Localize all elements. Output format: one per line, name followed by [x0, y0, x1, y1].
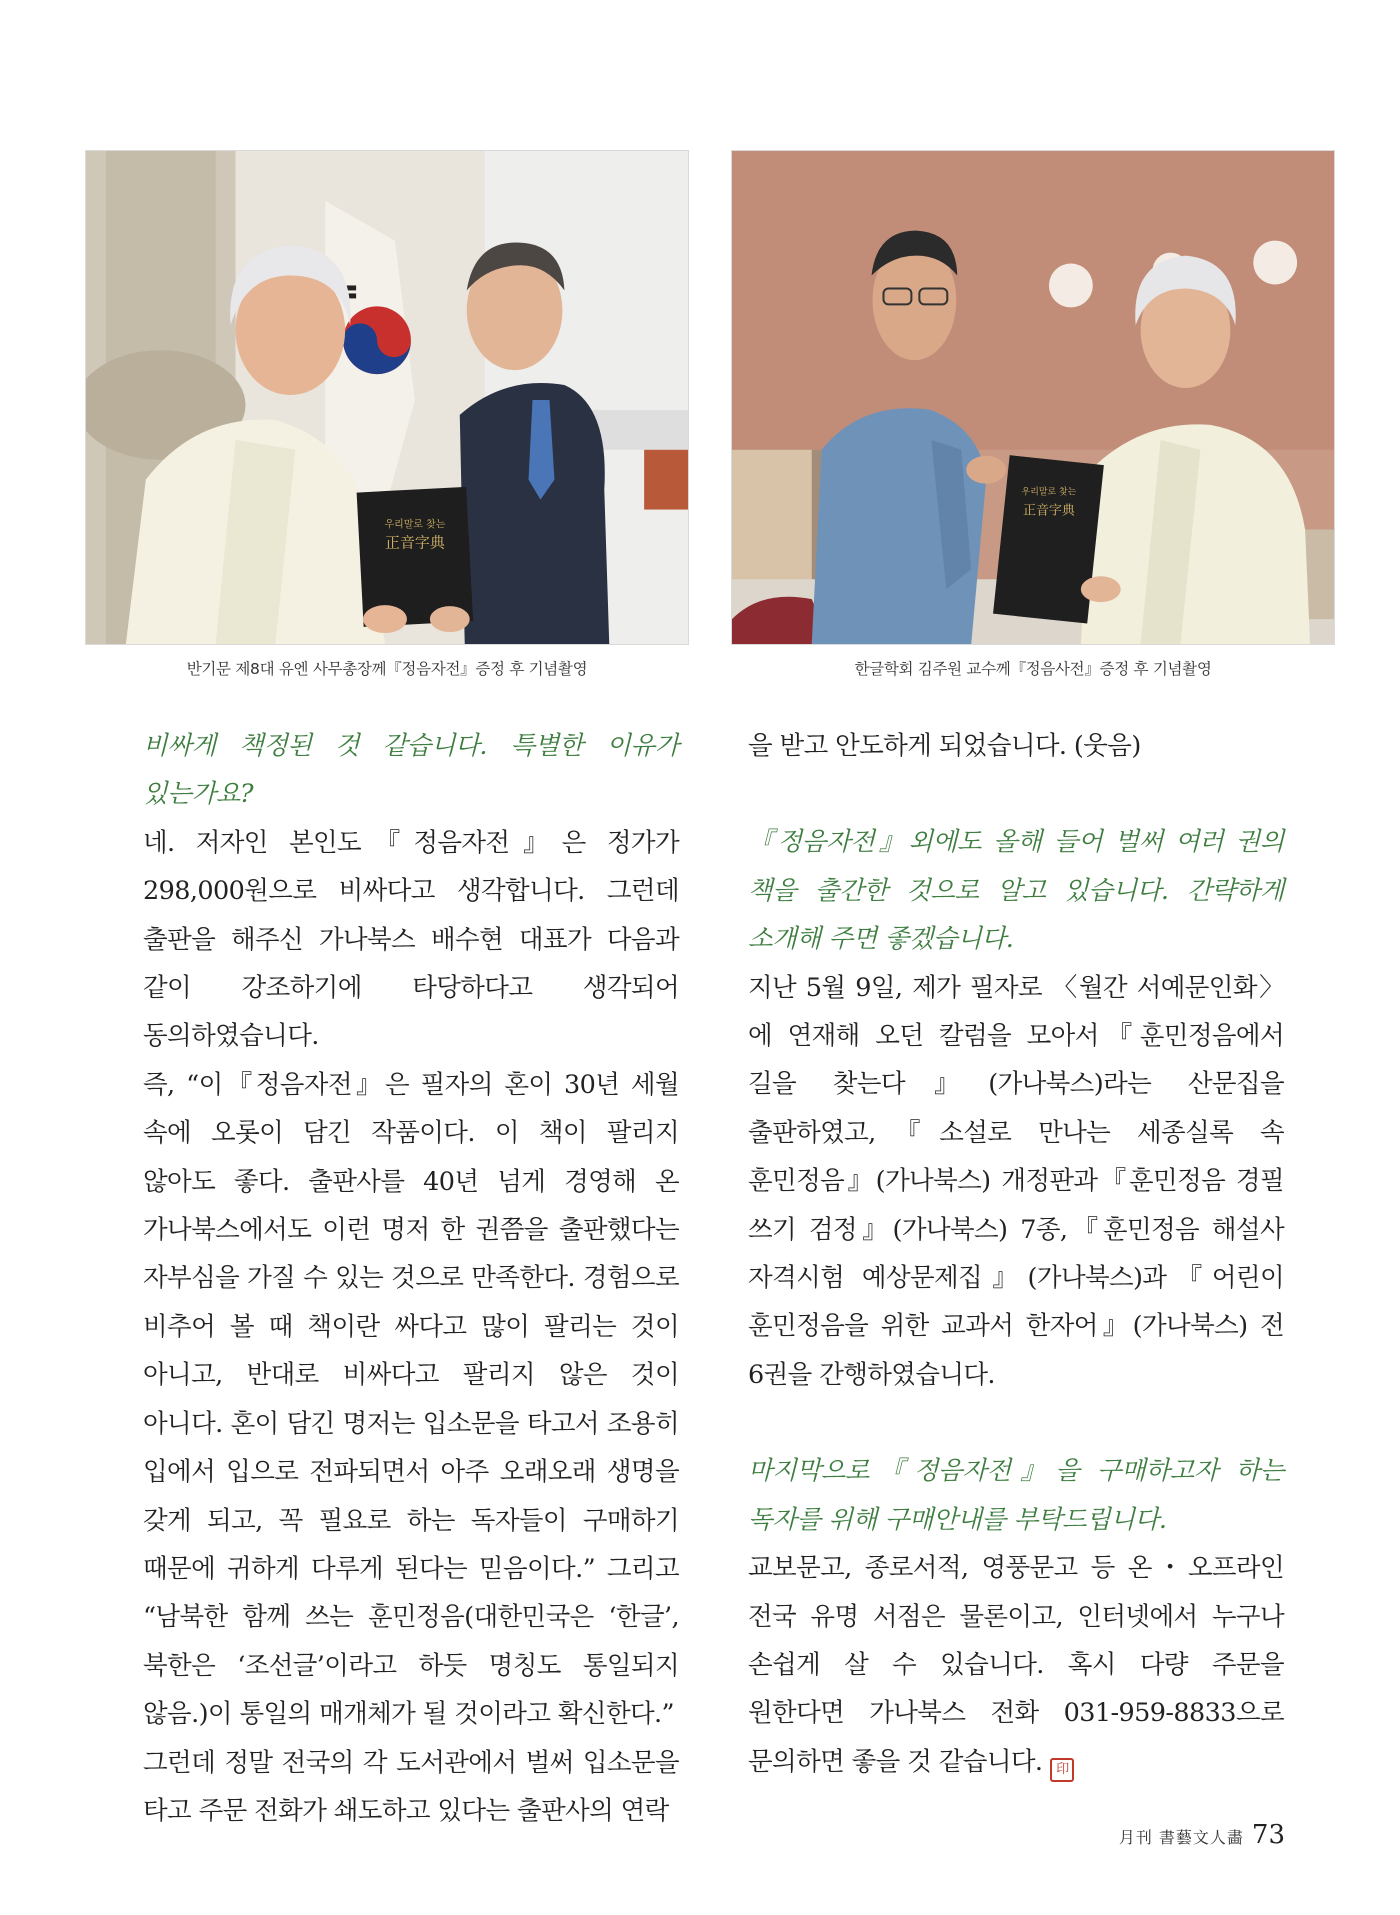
- photo-caption-right: 한글학회 김주원 교수께『정음사전』증정 후 기념촬영: [854, 660, 1212, 678]
- book-cover-line1-left: 우리말로 찾는: [384, 519, 446, 531]
- photo-ban-ki-moon: [85, 150, 689, 645]
- page-number: 73: [1251, 1820, 1285, 1850]
- end-seal-icon: 印: [1050, 1758, 1074, 1782]
- text-column-right: [748, 722, 1284, 1786]
- interview-answer: [748, 722, 1284, 770]
- interview-answer: [143, 1061, 679, 1739]
- interview-answer: [143, 1739, 679, 1836]
- paragraph-gap: [748, 1399, 1284, 1447]
- paragraph-text: 지난 5월 9일, 제가 필자로 〈월간 서예문인화〉에 연재해 오던 칼럼을 모아서『훈민정음에서 길을 찾는다』(가나북스)라는 산문집을 출판하였고,『소설로 만나는 세종실록 속 훈민정음』(가나북스) 개정판과『훈민정음 경필 쓰기 검정』(가나북스) 7종,『훈민정음 해설사 자격시험 예상문제집』(가나북스)과『어린이 훈민정음을 위한 교과서 한자어』(가나북스) 전 6권을 간행하였습니다.: [748, 972, 1284, 1390]
- magazine-title: 月刊 書藝文人畵: [1118, 1828, 1244, 1847]
- interview-answer: [748, 964, 1284, 1400]
- interview-answer: [143, 819, 679, 1061]
- interview-question: [143, 722, 679, 819]
- interview-question: [748, 1447, 1284, 1544]
- paragraph-text: 을 받고 안도하게 되었습니다. (웃음): [748, 731, 1141, 761]
- paragraph-text: 네. 저자인 본인도『정음자전』은 정가가 298,000원으로 비싸다고 생각합니다. 그런데 출판을 해주신 가나북스 배수현 대표가 다음과 같이 강조하기에 타당하다고 생각되어 동의하였습니다.: [143, 827, 679, 1052]
- paragraph-text: 마지막으로『정음자전』을 구매하고자 하는 독자를 위해 구매안내를 부탁드립니다.: [748, 1456, 1284, 1535]
- paragraph-text: 『정음자전』외에도 올해 들어 벌써 여러 권의 책을 출간한 것으로 알고 있습니다. 간략하게 소개해 주면 좋겠습니다.: [748, 827, 1284, 955]
- book-cover-line1-right: 우리말로 찾는: [1021, 487, 1077, 498]
- paragraph-text: 교보문고, 종로서적, 영풍문고 등 온・오프라인 전국 유명 서점은 물론이고, 인터넷에서 누구나 손쉽게 살 수 있습니다. 혹시 다량 주문을 원한다면 가나북스 전화 031-959-8833으로 문의하면 좋을 것 같습니다.: [748, 1553, 1284, 1777]
- photo-caption-left: 반기문 제8대 유엔 사무총장께『정음자전』증정 후 기념촬영: [186, 660, 588, 678]
- photo-illustration-right: [732, 151, 1334, 644]
- paragraph-text: 즉, “이『정음자전』은 필자의 혼이 30년 세월 속에 오롯이 담긴 작품이다. 이 책이 팔리지 않아도 좋다. 출판사를 40년 넘게 경영해 온 가나북스에서도 이런 명저 한 권쯤을 출판했다는 자부심을 가질 수 있는 것으로 만족한다. 경험으로 비추어 볼 때 책이란 싸다고 많이 팔리는 것이 아니고, 반대로 비싸다고 팔리지 않은 것이 아니다. 혼이 담긴 명저는 입소문을 타고서 조용히 입에서 입으로 전파되면서 아주 오래오래 생명을 갖게 되고, 꼭 필요로 하는 독자들이 구매하기 때문에 귀하게 다루게 된다는 믿음이다.” 그리고 “남북한 함께 쓰는 훈민정음(대한민국은 ‘한글’, 북한은 ‘조선글’이라고 하듯 명칭도 통일되지 않음.)이 통일의 매개체가 될 것이라고 확신한다.”: [143, 1069, 679, 1730]
- book-cover-line2-right: 正音字典: [1023, 503, 1075, 519]
- paragraph-text: 그런데 정말 전국의 각 도서관에서 벌써 입소문을 타고 주문 전화가 쇄도하고 있다는 출판사의 연락: [143, 1747, 679, 1826]
- interview-answer: [748, 1544, 1284, 1786]
- interview-question: [748, 818, 1284, 963]
- paragraph-text: 비싸게 책정된 것 같습니다. 특별한 이유가 있는가요?: [143, 731, 679, 810]
- page-footer: [1065, 1820, 1285, 1850]
- paragraph-gap: [748, 770, 1284, 818]
- photo-illustration-left: [86, 151, 688, 644]
- book-cover-line2-left: 正音字典: [385, 533, 445, 552]
- photo-kim-joo-won: [731, 150, 1335, 645]
- text-column-left: [143, 722, 679, 1835]
